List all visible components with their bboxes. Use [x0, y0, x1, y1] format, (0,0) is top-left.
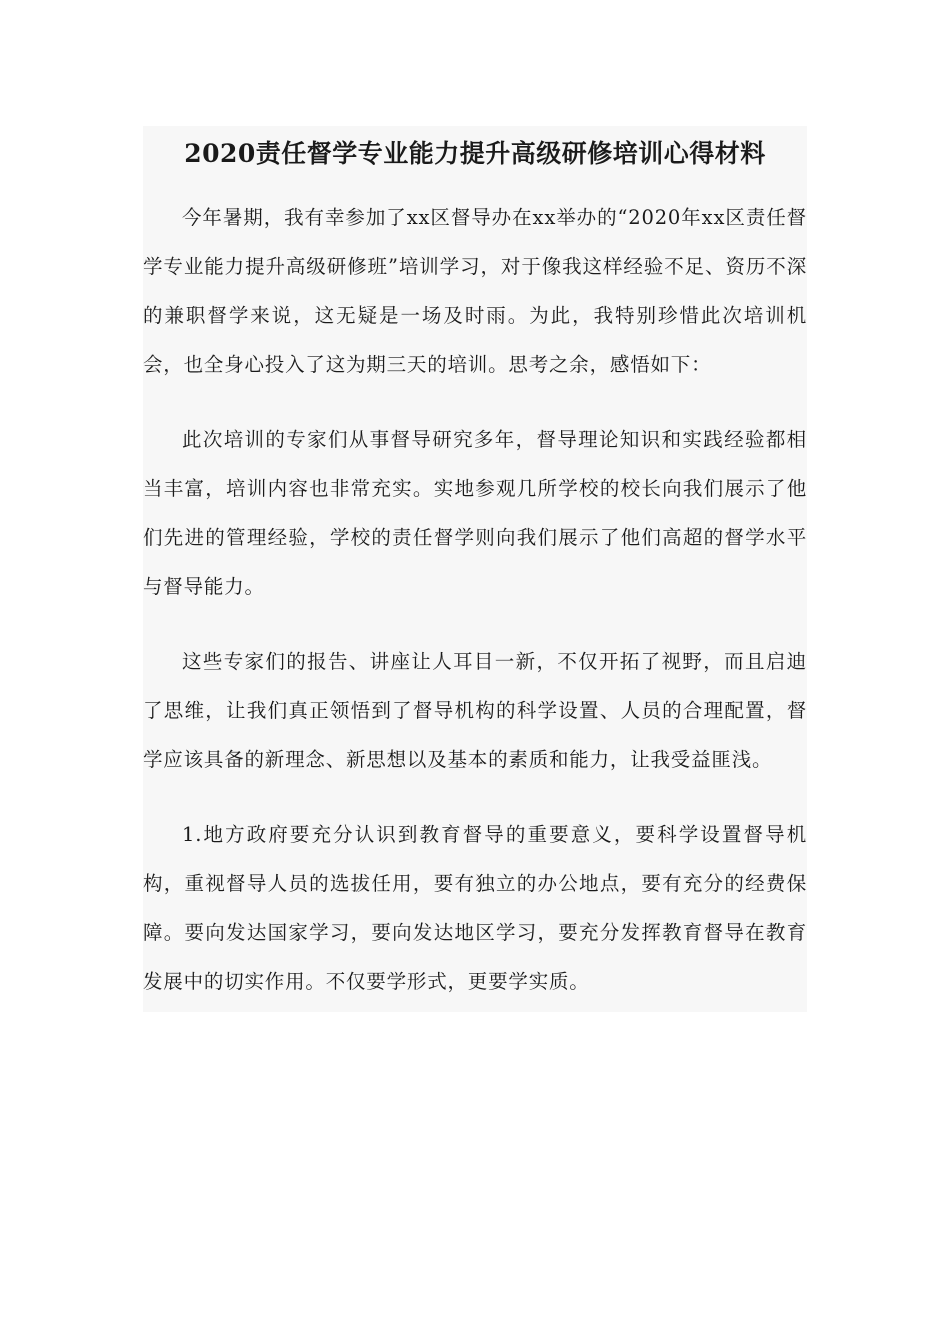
paragraph-point-1: 1.地方政府要充分认识到教育督导的重要意义，要科学设置督导机构，重视督导人员的选拔任用，要有独立的办公地点，要有充分的经费保障。要向发达国家学习，要向发达地区学习，要充分发挥教育督导在教育发展中的切实作用。不仅要学形式，更要学实质。 [143, 823, 807, 993]
document-body [143, 126, 807, 1012]
document-title: 2020责任督学专业能力提升高级研修培训心得材料 [184, 139, 766, 168]
paragraph-lectures: 这些专家们的报告、讲座让人耳目一新，不仅开拓了视野，而且启迪了思维，让我们真正领悟到了督导机构的科学设置、人员的合理配置，督学应该具备的新理念、新思想以及基本的素质和能力，让我受益匪浅。 [143, 650, 807, 771]
paragraph-intro: 今年暑期，我有幸参加了xx区督导办在xx举办的“2020年xx区责任督学专业能力提升高级研修班”培训学习，对于像我这样经验不足、资历不深的兼职督学来说，这无疑是一场及时雨。为此，我特别珍惜此次培训机会，也全身心投入了这为期三天的培训。思考之余，感悟如下： [143, 206, 807, 376]
paragraph-experts: 此次培训的专家们从事督导研究多年，督导理论知识和实践经验都相当丰富，培训内容也非常充实。实地参观几所学校的校长向我们展示了他们先进的管理经验，学校的责任督学则向我们展示了他们高超的督学水平与督导能力。 [143, 428, 807, 598]
